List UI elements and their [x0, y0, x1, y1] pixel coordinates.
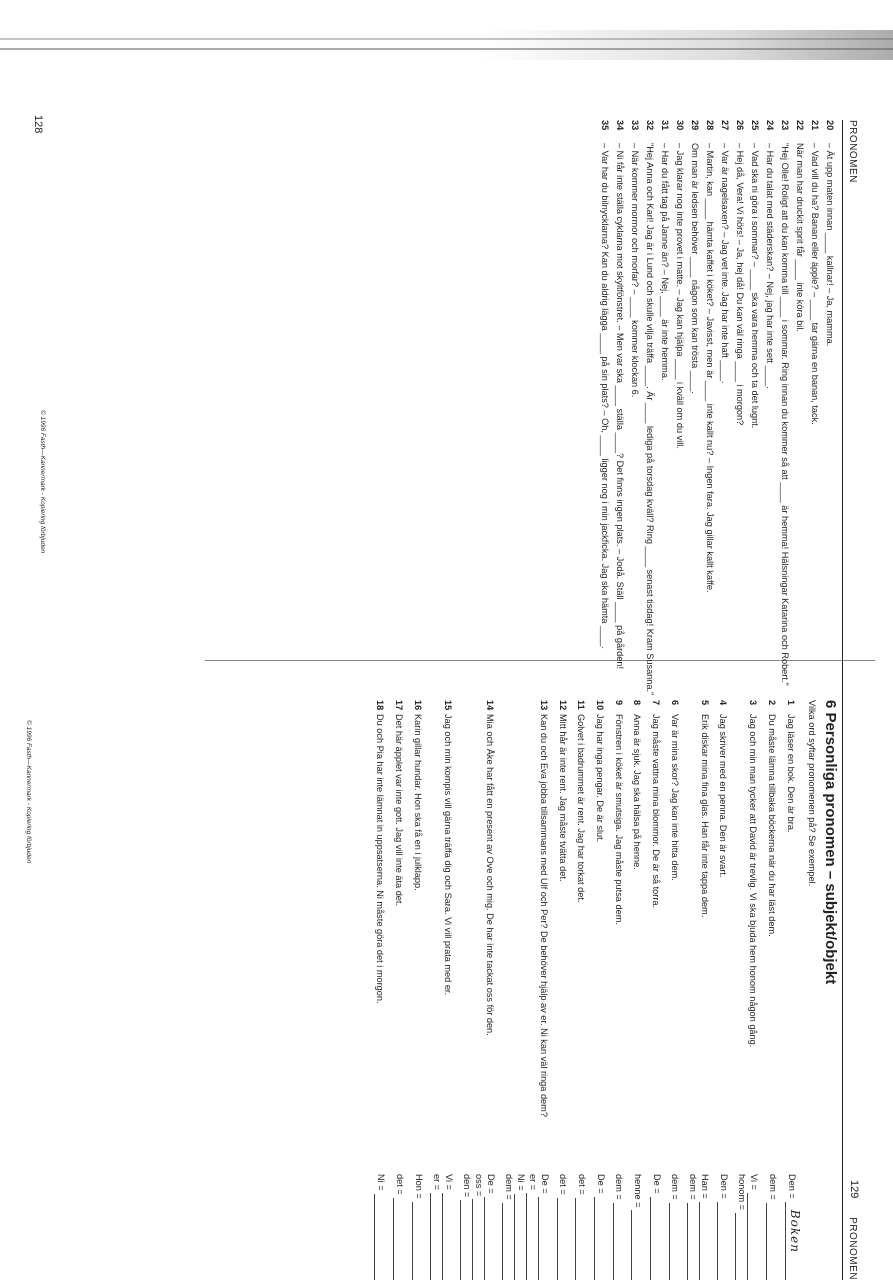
answer-label: henne = [633, 1174, 644, 1208]
answer-label: dem = [614, 1174, 625, 1200]
answer-blank[interactable] [747, 1193, 757, 1280]
exercise-item [374, 700, 387, 1280]
item-text: Du och Pia har inte lämnat in uppsatserna. Ni måste göra det i morgon. [375, 714, 386, 1004]
answer-label: De = [595, 1174, 606, 1194]
exercise-item [824, 120, 837, 700]
answer-label: er = [431, 1174, 442, 1191]
exercise-item [674, 120, 687, 700]
page-number: 128 [32, 115, 44, 134]
answer-blank[interactable] [374, 1194, 384, 1280]
answer-label: den = [461, 1174, 472, 1198]
answer-line [631, 1174, 643, 1280]
item-text: Kan du och Eva jobba tillsammans med Ulf och Per? De behöver hjälp av er. Ni kan väl ringa dem? [538, 714, 549, 1117]
answer-line [735, 1174, 747, 1280]
answer-column [374, 1174, 387, 1280]
answer-line [613, 1174, 625, 1280]
answer-column [593, 1174, 606, 1280]
answer-column [430, 1174, 454, 1280]
handwritten-answer: Boken [787, 1209, 802, 1253]
exercise-item [687, 700, 711, 1280]
exercise-item [659, 120, 672, 700]
exercise-item [644, 120, 657, 700]
item-number: 7 [651, 700, 662, 706]
answer-blank[interactable] [472, 1199, 482, 1280]
answer-blank[interactable] [502, 1203, 512, 1280]
item-text: Karin gillar hundar. Hon ska få en i julklapp. [412, 714, 423, 891]
item-text: Jag skriver med en penna. Den är svart. [718, 714, 729, 878]
item-number: 8 [632, 700, 643, 706]
item-text[interactable]: – Ät upp maten innan ____ kallnar! – Ja, mamma. [825, 143, 836, 347]
answer-label: Hon = [413, 1174, 424, 1199]
answer-blank[interactable] [412, 1202, 422, 1280]
copyright-note: © 1996 Fasth—Kannermark - Kopiering förbjuden [25, 720, 32, 864]
item-number: 18 [375, 700, 386, 711]
answer-label: Ni = [515, 1174, 526, 1191]
exercise-list [374, 700, 802, 1280]
answer-label: dem = [767, 1174, 778, 1200]
item-number: 14 [484, 700, 495, 711]
exercise-item [779, 120, 792, 700]
answer-column [460, 1174, 496, 1280]
item-number: 9 [613, 700, 624, 706]
answer-blank[interactable] [393, 1198, 403, 1280]
instruction: Vilka ord syftar pronomenen på? Se exempel. [806, 700, 817, 887]
answer-line [460, 1174, 472, 1280]
answer-line [484, 1174, 496, 1280]
exercise-item [704, 120, 717, 700]
item-text[interactable]: – Vad ska ni göra i sommar? – ____ ska vara hemma och ta det lugnt. [750, 143, 761, 429]
page-header: PRONOMEN [842, 120, 858, 700]
page-number: 129 [848, 1180, 860, 1199]
answer-line [538, 1174, 550, 1280]
answer-line [502, 1174, 514, 1280]
section-title [822, 700, 840, 1280]
answer-line [717, 1174, 729, 1280]
exercise-item [809, 120, 822, 700]
exercise-item [668, 700, 681, 1280]
answer-label: Den = [719, 1174, 730, 1199]
section-number: 6 [822, 700, 840, 709]
answer-blank[interactable] [717, 1202, 727, 1280]
answer-label: dem = [503, 1174, 514, 1200]
exercise-item [734, 120, 747, 700]
item-text[interactable]: – Var har du bilnycklarna? Kan du aldrig lägga ____ på sin plats? – Oh, ____ ligger nog i min jackficka. Jag ska hämta ____. [600, 143, 611, 649]
exercise-item [765, 700, 778, 1280]
item-text[interactable]: – Vad vill du ha? Banan eller äpple? – ____ tar gärna en banan, tack. [810, 143, 821, 425]
item-text: Golvet i badrummet är rent. Jag har torkat det. [576, 714, 587, 903]
item-text[interactable]: – Martin, kan ____ hämta kaffet i köket? – Javisst, men är ____ inte kallt nu? – Ingen fara. Jag gillar kallt kaffe. [705, 143, 716, 593]
exercise-item [784, 700, 802, 1280]
answer-blank[interactable] [650, 1197, 660, 1280]
answer-label: Ni = [376, 1174, 387, 1191]
exercise-item [719, 120, 732, 700]
answer-blank[interactable] [766, 1203, 776, 1280]
exercise-item [631, 700, 644, 1280]
answer-column [765, 1174, 778, 1280]
answer-label: Vi = [443, 1174, 454, 1190]
item-number: 11 [576, 700, 587, 710]
exercise-item [629, 120, 642, 700]
item-text[interactable]: – Ni får inte ställa cyklarna mot skyltfönstret. – Men var ska ____ ställa ____? Det finns ingen plats. – Jodå. Ställ ____ på gården! [615, 143, 626, 670]
answer-line [650, 1174, 662, 1280]
exercise-item [614, 120, 627, 700]
answer-column [687, 1174, 711, 1280]
exercise-item [717, 700, 730, 1280]
answer-blank[interactable] [699, 1202, 709, 1280]
answer-line [687, 1174, 699, 1280]
answer-line [785, 1174, 802, 1280]
item-number: 4 [718, 700, 729, 706]
answer-line [442, 1174, 454, 1280]
answer-column [649, 1174, 662, 1280]
item-number: 25 [750, 120, 761, 131]
answer-line [594, 1174, 606, 1280]
item-text: Erik diskar mina fina glas. Han får inte tappa dem. [699, 714, 710, 918]
answer-label: Han = [700, 1174, 711, 1199]
item-number: 33 [630, 120, 641, 131]
answer-column [668, 1174, 681, 1280]
page-header-text: PRONOMEN [847, 1217, 858, 1280]
answer-line [412, 1174, 424, 1280]
exercise-item [430, 700, 454, 1280]
item-number: 15 [442, 700, 453, 711]
item-text: Jag måste vattna mina blommor. De är så torra. [651, 714, 662, 909]
item-text[interactable]: Om man är ledsen behöver ____ någon som kan trösta ____. [690, 143, 701, 394]
exercise-item [794, 120, 807, 700]
item-number: 13 [538, 700, 549, 711]
answer-blank[interactable] [538, 1197, 548, 1280]
answer-blank[interactable] [484, 1197, 494, 1280]
item-text[interactable]: – Har du fått tag på Janne än? – Nej, ____ är inte hemma. [660, 143, 671, 381]
item-number: 21 [810, 120, 821, 131]
item-number: 27 [720, 120, 731, 131]
item-number: 16 [412, 700, 423, 711]
answer-label: De = [485, 1174, 496, 1194]
answer-label: Vi = [749, 1174, 760, 1190]
answer-blank[interactable] [687, 1203, 697, 1280]
answer-label: De = [651, 1174, 662, 1194]
answer-line [669, 1174, 681, 1280]
item-number: 30 [675, 120, 686, 131]
answer-column [411, 1174, 424, 1280]
item-number: 20 [825, 120, 836, 131]
item-number: 6 [669, 700, 680, 706]
item-number: 26 [735, 120, 746, 131]
exercise-item [764, 120, 777, 700]
item-number: 1 [785, 700, 796, 706]
item-number: 23 [780, 120, 791, 131]
answer-label: oss = [473, 1174, 484, 1197]
item-text: Var är mina skor? Jag kan inte hitta dem. [669, 714, 680, 881]
scan-shadow [480, 30, 893, 60]
item-number: 2 [767, 700, 778, 706]
item-number: 17 [394, 700, 405, 711]
exercise-item [735, 700, 759, 1280]
exercise-item [556, 700, 569, 1280]
answer-line [374, 1174, 386, 1280]
item-text[interactable]: När man har druckit sprit får ____ inte köra bil. [795, 143, 806, 332]
item-text[interactable]: – Har du talat med städerskan? – Nej, jag har inte sett ____. [765, 143, 776, 389]
item-number: 34 [615, 120, 626, 131]
item-number: 32 [645, 120, 656, 131]
item-number: 3 [748, 700, 759, 706]
item-number: 22 [795, 120, 806, 131]
copyright-note: © 1996 Fasth—Kannermark - Kopiering förbjuden [39, 410, 46, 554]
exercise-item [593, 700, 606, 1280]
item-text: Fönstren i köket är smutsiga. Jag måste putsa dem. [613, 714, 624, 925]
item-text: Mia och Åke har fått en present av Ove och mig. De har inte tackat oss för den. [484, 714, 495, 1036]
item-text: Du måste lämna tillbaka böckerna när du har läst dem. [767, 714, 778, 937]
answer-blank[interactable] [669, 1203, 679, 1280]
exercise-item [575, 700, 588, 1280]
item-text[interactable]: – När kommer mormor och morfar? – ____ kommer klockan 6. [630, 143, 641, 398]
answer-line [430, 1174, 442, 1280]
answer-line [472, 1174, 484, 1280]
answer-column [556, 1174, 569, 1280]
bottom-page [28, 700, 858, 1280]
item-number: 31 [660, 120, 671, 131]
answer-column [717, 1174, 730, 1280]
answer-line [526, 1174, 538, 1280]
item-text[interactable]: "Hej Anna och Karl! Jag är i Lund och skulle vilja träffa ____. Är ____ lediga på torsdag kväll? Ring ____ senast tisdag! Kram Susanna." [645, 143, 656, 696]
exercise-item [649, 700, 662, 1280]
answer-line [557, 1174, 569, 1280]
answer-blank[interactable] [613, 1203, 623, 1280]
answer-blank[interactable] [631, 1210, 641, 1280]
answer-line [699, 1174, 711, 1280]
answer-line [393, 1174, 405, 1280]
answer-blank[interactable] [514, 1194, 524, 1280]
answer-label: dem = [688, 1174, 699, 1200]
answer-blank[interactable] [785, 1202, 802, 1280]
answer-line [747, 1174, 759, 1280]
answer-label: det = [576, 1174, 587, 1195]
answer-column [784, 1174, 802, 1280]
answer-column [631, 1174, 644, 1280]
answer-column [392, 1174, 405, 1280]
answer-blank[interactable] [442, 1193, 452, 1280]
item-text[interactable]: – Hej då, Vera! Vi hörs! – Ja, hej då! Du kan väl ringa ____ i morgon? [735, 143, 746, 426]
item-number: 35 [600, 120, 611, 131]
answer-label: dem = [670, 1174, 681, 1200]
item-text: Det här äpplet var inte gott. Jag vill inte äta det. [394, 714, 405, 907]
item-text: Jag och min kompis vill gärna träffa dig och Sara. Vi vill prata med er. [442, 714, 453, 996]
item-number: 24 [765, 120, 776, 131]
answer-blank[interactable] [557, 1198, 567, 1280]
item-number: 5 [699, 700, 710, 706]
exercise-item [599, 120, 612, 700]
item-number: 12 [557, 700, 568, 711]
item-number: 28 [705, 120, 716, 131]
item-text[interactable]: – Var är nagelsaxen? – Jag vet inte. Jag har inte haft ____. [720, 143, 731, 384]
exercise-item [502, 700, 550, 1280]
exercise-item [392, 700, 405, 1280]
answer-blank[interactable] [460, 1200, 470, 1280]
answer-column [735, 1174, 759, 1280]
exercise-item [411, 700, 424, 1280]
exercise-list [599, 120, 837, 700]
answer-label: Den = [786, 1174, 797, 1199]
item-number: 10 [594, 700, 605, 711]
answer-line [514, 1174, 526, 1280]
item-text: Jag läser en bok. Den är bra. [785, 714, 796, 833]
answer-blank[interactable] [735, 1213, 745, 1280]
answer-column [575, 1174, 588, 1280]
exercise-item [460, 700, 496, 1280]
item-text[interactable]: "Hej Olle! Roligt att du kan komma till ____ i sommar. Ring innan du kommer så att ____ är hemma! Hälsningar Katarina och Robert." [780, 143, 791, 686]
answer-label: honom = [737, 1174, 748, 1211]
answer-blank[interactable] [594, 1197, 604, 1280]
answer-label: De = [539, 1174, 550, 1194]
answer-column [612, 1174, 625, 1280]
answer-blank[interactable] [526, 1193, 536, 1280]
answer-line [575, 1174, 587, 1280]
answer-blank[interactable] [575, 1198, 585, 1280]
item-text: Anna är sjuk. Jag ska hälsa på henne. [632, 714, 643, 870]
item-text[interactable]: – Jag klarar nog inte provet i matte. – Jag kan hjälpa ____ i kväll om du vill. [675, 143, 686, 449]
answer-label: det = [394, 1174, 405, 1195]
item-number: 29 [690, 120, 701, 131]
item-text: Jag har inga pengar. De är slut. [594, 714, 605, 843]
answer-label: er = [527, 1174, 538, 1191]
answer-label: det = [558, 1174, 569, 1195]
answer-column [502, 1174, 550, 1280]
section-heading: Personliga pronomen – subjekt/objekt [822, 712, 840, 985]
answer-blank[interactable] [430, 1193, 440, 1280]
answer-line [766, 1174, 778, 1280]
item-text: Jag och min man tycker att David är trevlig. Vi ska bjuda hem honom någon gång. [748, 714, 759, 1048]
top-page [138, 120, 858, 700]
exercise-item [612, 700, 625, 1280]
exercise-item [749, 120, 762, 700]
item-text: Mitt hår är inte rent. Jag måste tvätta det. [557, 714, 568, 882]
exercise-item [689, 120, 702, 700]
